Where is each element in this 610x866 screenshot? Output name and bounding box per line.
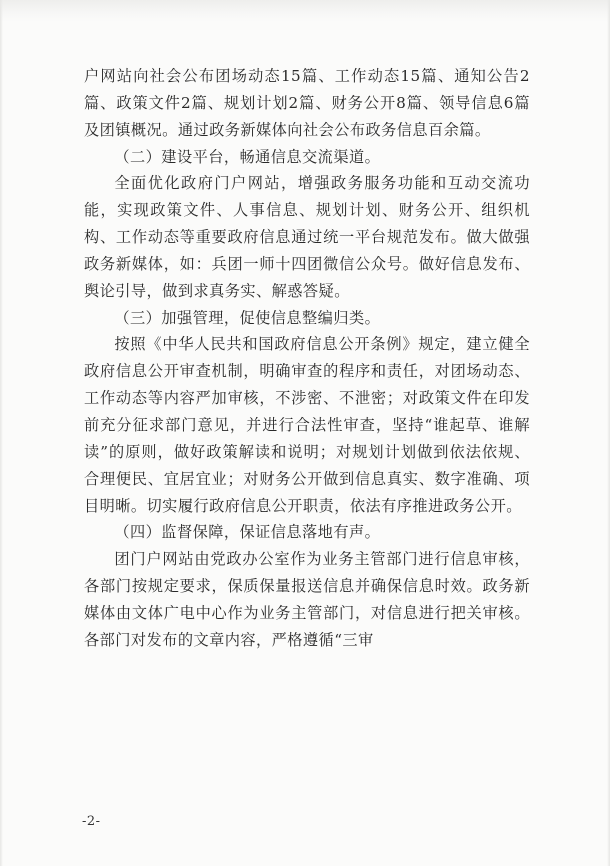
paragraph-management: 按照《中华人民共和国政府信息公开条例》规定，建立健全政府信息公开审查机制，明确审查的程序和责任，对团场动态、工作动态等内容严加审核，不涉密、不泄密；对政策文件在印发前充分征求部门意见，并进行合法性审查，坚持“谁起草、谁解读”的原则，做好政策解读和说明；对规划计划做到依法依规、合理便民、宜居宜业；对财务公开做到信息真实、数字准确、项目明晰。切实履行政府信息公开职责，依法有序推进政务公开。: [84, 335, 530, 515]
paragraph-platform: 全面优化政府门户网站，增强政务服务功能和互动交流功能，实现政策文件、人事信息、规划计划、财务公开、组织机构、工作动态等重要政府信息通过统一平台规范发布。做大做强政务新媒体，如：兵团一师十四团微信公众号。做好信息发布、舆论引导，做到求真务实、解惑答疑。: [84, 174, 530, 300]
section-heading-2: （二）建设平台，畅通信息交流渠道。: [114, 147, 381, 166]
section-heading-3: （三）加强管理，促使信息整编归类。: [114, 308, 381, 327]
paragraph-supervision: 团门户网站由党政办公室作为业务主管部门进行信息审核，各部门按规定要求，保质保量报送信息并确保信息时效。政务新媒体由文体广电中心作为业务主管部门，对信息进行把关审核。各部门对发布的文章内容，严格遵循“三审: [84, 550, 530, 649]
scan-top-shadow: [0, 0, 610, 22]
document-body: [84, 63, 530, 654]
section-heading-4: （四）监督保障，保证信息落地有声。: [114, 523, 381, 542]
scan-left-edge: [0, 0, 3, 866]
page-number: -2-: [82, 814, 101, 829]
paragraph-website-stats: 户网站向社会公布团场动态15篇、工作动态15篇、通知公告2篇、政策文件2篇、规划计划2篇、财务公开8篇、领导信息6篇及团镇概况。通过政务新媒体向社会公布政务信息百余篇。: [84, 67, 530, 139]
